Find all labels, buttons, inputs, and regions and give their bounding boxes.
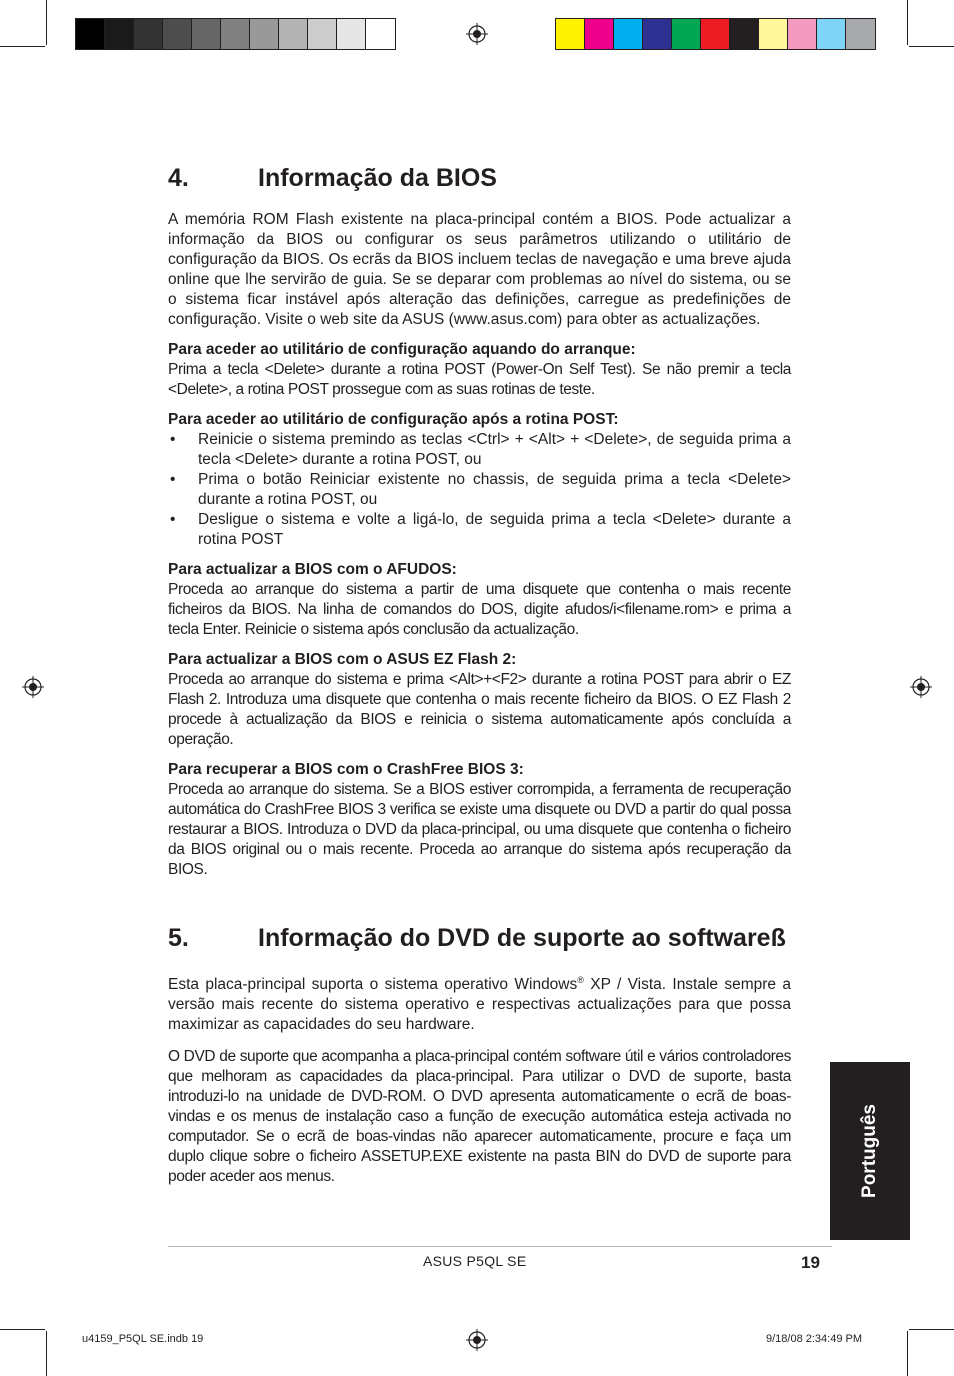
registration-mark-icon xyxy=(22,676,44,698)
paragraph-access-on-boot: Prima a tecla <Delete> durante a rotina POST (Power-On Self Test). Se não premir a tecla <Delete>, a rotina POST prossegue com as suas rotinas de teste. xyxy=(168,361,791,398)
subheading-access-on-boot: Para aceder ao utilitário de configuração aquando do arranque: xyxy=(168,341,636,358)
color-swatch xyxy=(105,19,134,49)
crop-mark xyxy=(46,0,47,45)
paragraph-afudos: Proceda ao arranque do sistema a partir de uma disquete que contenha o mais recente ficheiros da BIOS. Na linha de comandos do DOS, digite afudos/i<filename.rom> e prima a tecla Enter. Reinicie o sistema após conclusão da actualização. xyxy=(168,581,791,638)
bullet-icon: • xyxy=(170,431,176,448)
page-number: 19 xyxy=(801,1253,820,1272)
color-swatch xyxy=(221,19,250,49)
list-item: • Desligue o sistema e volte a ligá-lo, de seguida prima a tecla <Delete> durante a rotina POST xyxy=(170,511,791,548)
color-swatch xyxy=(846,19,875,49)
paragraph-support-dvd: O DVD de suporte que acompanha a placa-principal contém software útil e vários controladores que melhoram as capacidades da placa-principal. Para utilizar o DVD de suporte, basta introduzi-lo na unidade de DVD-ROM. O DVD apresenta automaticamente o ecrã de boas-vindas e os menus de instalação caso a função de execução automática esteja activada no computador. Se o ecrã de boas-vindas não aparecer automaticamente, procure e faça um duplo clique sobre o ficheiro ASSETUP.EXE existente na pasta BIN do DVD de suporte para poder aceder aos menus. xyxy=(168,1048,791,1186)
color-swatch xyxy=(279,19,308,49)
color-swatch xyxy=(556,19,585,49)
registration-mark-icon xyxy=(910,676,932,698)
color-swatch xyxy=(250,19,279,49)
registration-mark-icon xyxy=(466,1329,488,1351)
footer-divider xyxy=(168,1246,832,1247)
paragraph-crashfree: Proceda ao arranque do sistema. Se a BIOS estiver corrompida, a ferramenta de recuperação automática do CrashFree BIOS 3 verifica se existe uma disquete ou DVD a partir do qual possa restaurar a BIOS. Introduza o DVD da placa-principal, ou uma disquete que contenha o ficheiro da BIOS original ou o mais recente. Proceda ao arranque do sistema após recuperação da BIOS. xyxy=(168,781,791,878)
color-swatch xyxy=(366,19,395,49)
intro-paragraph: A memória ROM Flash existente na placa-principal contém a BIOS. Pode actualizar a informação da BIOS ou configurar os seus parâmetros utilizando o utilitário de configuração da BIOS. Os ecrãs da BIOS incluem teclas de navegação e uma breve ajuda online que lhe servirão de guia. Se se deparar com problemas ao nível do sistema, ou se o sistema ficar instável após alteração das definições, carregue as predefinições de configuração. Visite o web site da ASUS (www.asus.com) para obter as actualizações. xyxy=(168,211,791,328)
color-swatch xyxy=(730,19,759,49)
registration-mark-icon xyxy=(466,23,488,45)
section-title: Informação da BIOS xyxy=(258,164,497,192)
subheading-crashfree: Para recuperar a BIOS com o CrashFree BIOS 3: xyxy=(168,761,524,778)
color-swatch xyxy=(337,19,366,49)
color-swatch xyxy=(134,19,163,49)
color-swatch xyxy=(788,19,817,49)
print-slug-date: 9/18/08 2:34:49 PM xyxy=(766,1333,863,1345)
section-4-title xyxy=(168,162,791,194)
crop-mark xyxy=(909,1329,954,1330)
color-swatch xyxy=(817,19,846,49)
paragraph-ez-flash: Proceda ao arranque do sistema e prima <Alt>+<F2> durante a rotina POST para abrir o EZ Flash 2. Introduza uma disquete que contenha o mais recente ficheiro da BIOS. O EZ Flash 2 procede à actualização da BIOS e reinicia o sistema automaticamente após concluída a operação. xyxy=(168,671,791,748)
language-tab-label: Português xyxy=(859,1104,880,1198)
subheading-afudos: Para actualizar a BIOS com o AFUDOS: xyxy=(168,561,457,578)
section-title: Informação do DVD de suporte ao softwareß xyxy=(258,924,786,952)
list-item: • Prima o botão Reiniciar existente no chassis, de seguida prima a tecla <Delete> durante a rotina POST, ou xyxy=(170,471,791,508)
crop-mark xyxy=(909,46,954,47)
print-slug-file: u4159_P5QL SE.indb 19 xyxy=(82,1333,204,1345)
color-calibration-bar xyxy=(555,18,876,50)
color-swatch xyxy=(643,19,672,49)
color-swatch xyxy=(701,19,730,49)
color-swatch xyxy=(759,19,788,49)
section-5-title xyxy=(168,922,791,954)
subheading-ez-flash: Para actualizar a BIOS com o ASUS EZ Flash 2: xyxy=(168,651,517,668)
list-item: • Reinicie o sistema premindo as teclas <Ctrl> + <Alt> + <Delete>, de seguida prima a tecla <Delete> durante a rotina POST, ou xyxy=(170,431,791,468)
color-swatch xyxy=(308,19,337,49)
paragraph-os-support: Esta placa-principal suporta o sistema operativo Windows® XP / Vista. Instale sempre a versão mais recente do sistema operativo e respectivas actualizações para que possa maximizar as capacidades do seu hardware. xyxy=(168,975,791,1034)
color-swatch xyxy=(76,19,105,49)
color-swatch xyxy=(192,19,221,49)
color-swatch xyxy=(614,19,643,49)
bullet-list xyxy=(168,430,791,550)
subheading-access-after-post: Para aceder ao utilitário de configuração após a rotina POST: xyxy=(168,411,619,428)
section-number: 5. xyxy=(168,924,189,952)
color-swatch xyxy=(585,19,614,49)
bullet-icon: • xyxy=(170,471,176,488)
page-content xyxy=(168,162,791,1187)
section-number: 4. xyxy=(168,164,189,192)
bullet-icon: • xyxy=(170,511,176,528)
crop-mark xyxy=(46,1331,47,1376)
crop-mark xyxy=(907,0,908,45)
crop-mark xyxy=(907,1331,908,1376)
crop-mark xyxy=(0,1329,45,1330)
footer-model: ASUS P5QL SE xyxy=(423,1253,527,1269)
color-swatch xyxy=(163,19,192,49)
crop-mark xyxy=(0,46,45,47)
color-swatch xyxy=(672,19,701,49)
grayscale-calibration-bar xyxy=(75,18,396,50)
language-tab xyxy=(830,1062,910,1240)
